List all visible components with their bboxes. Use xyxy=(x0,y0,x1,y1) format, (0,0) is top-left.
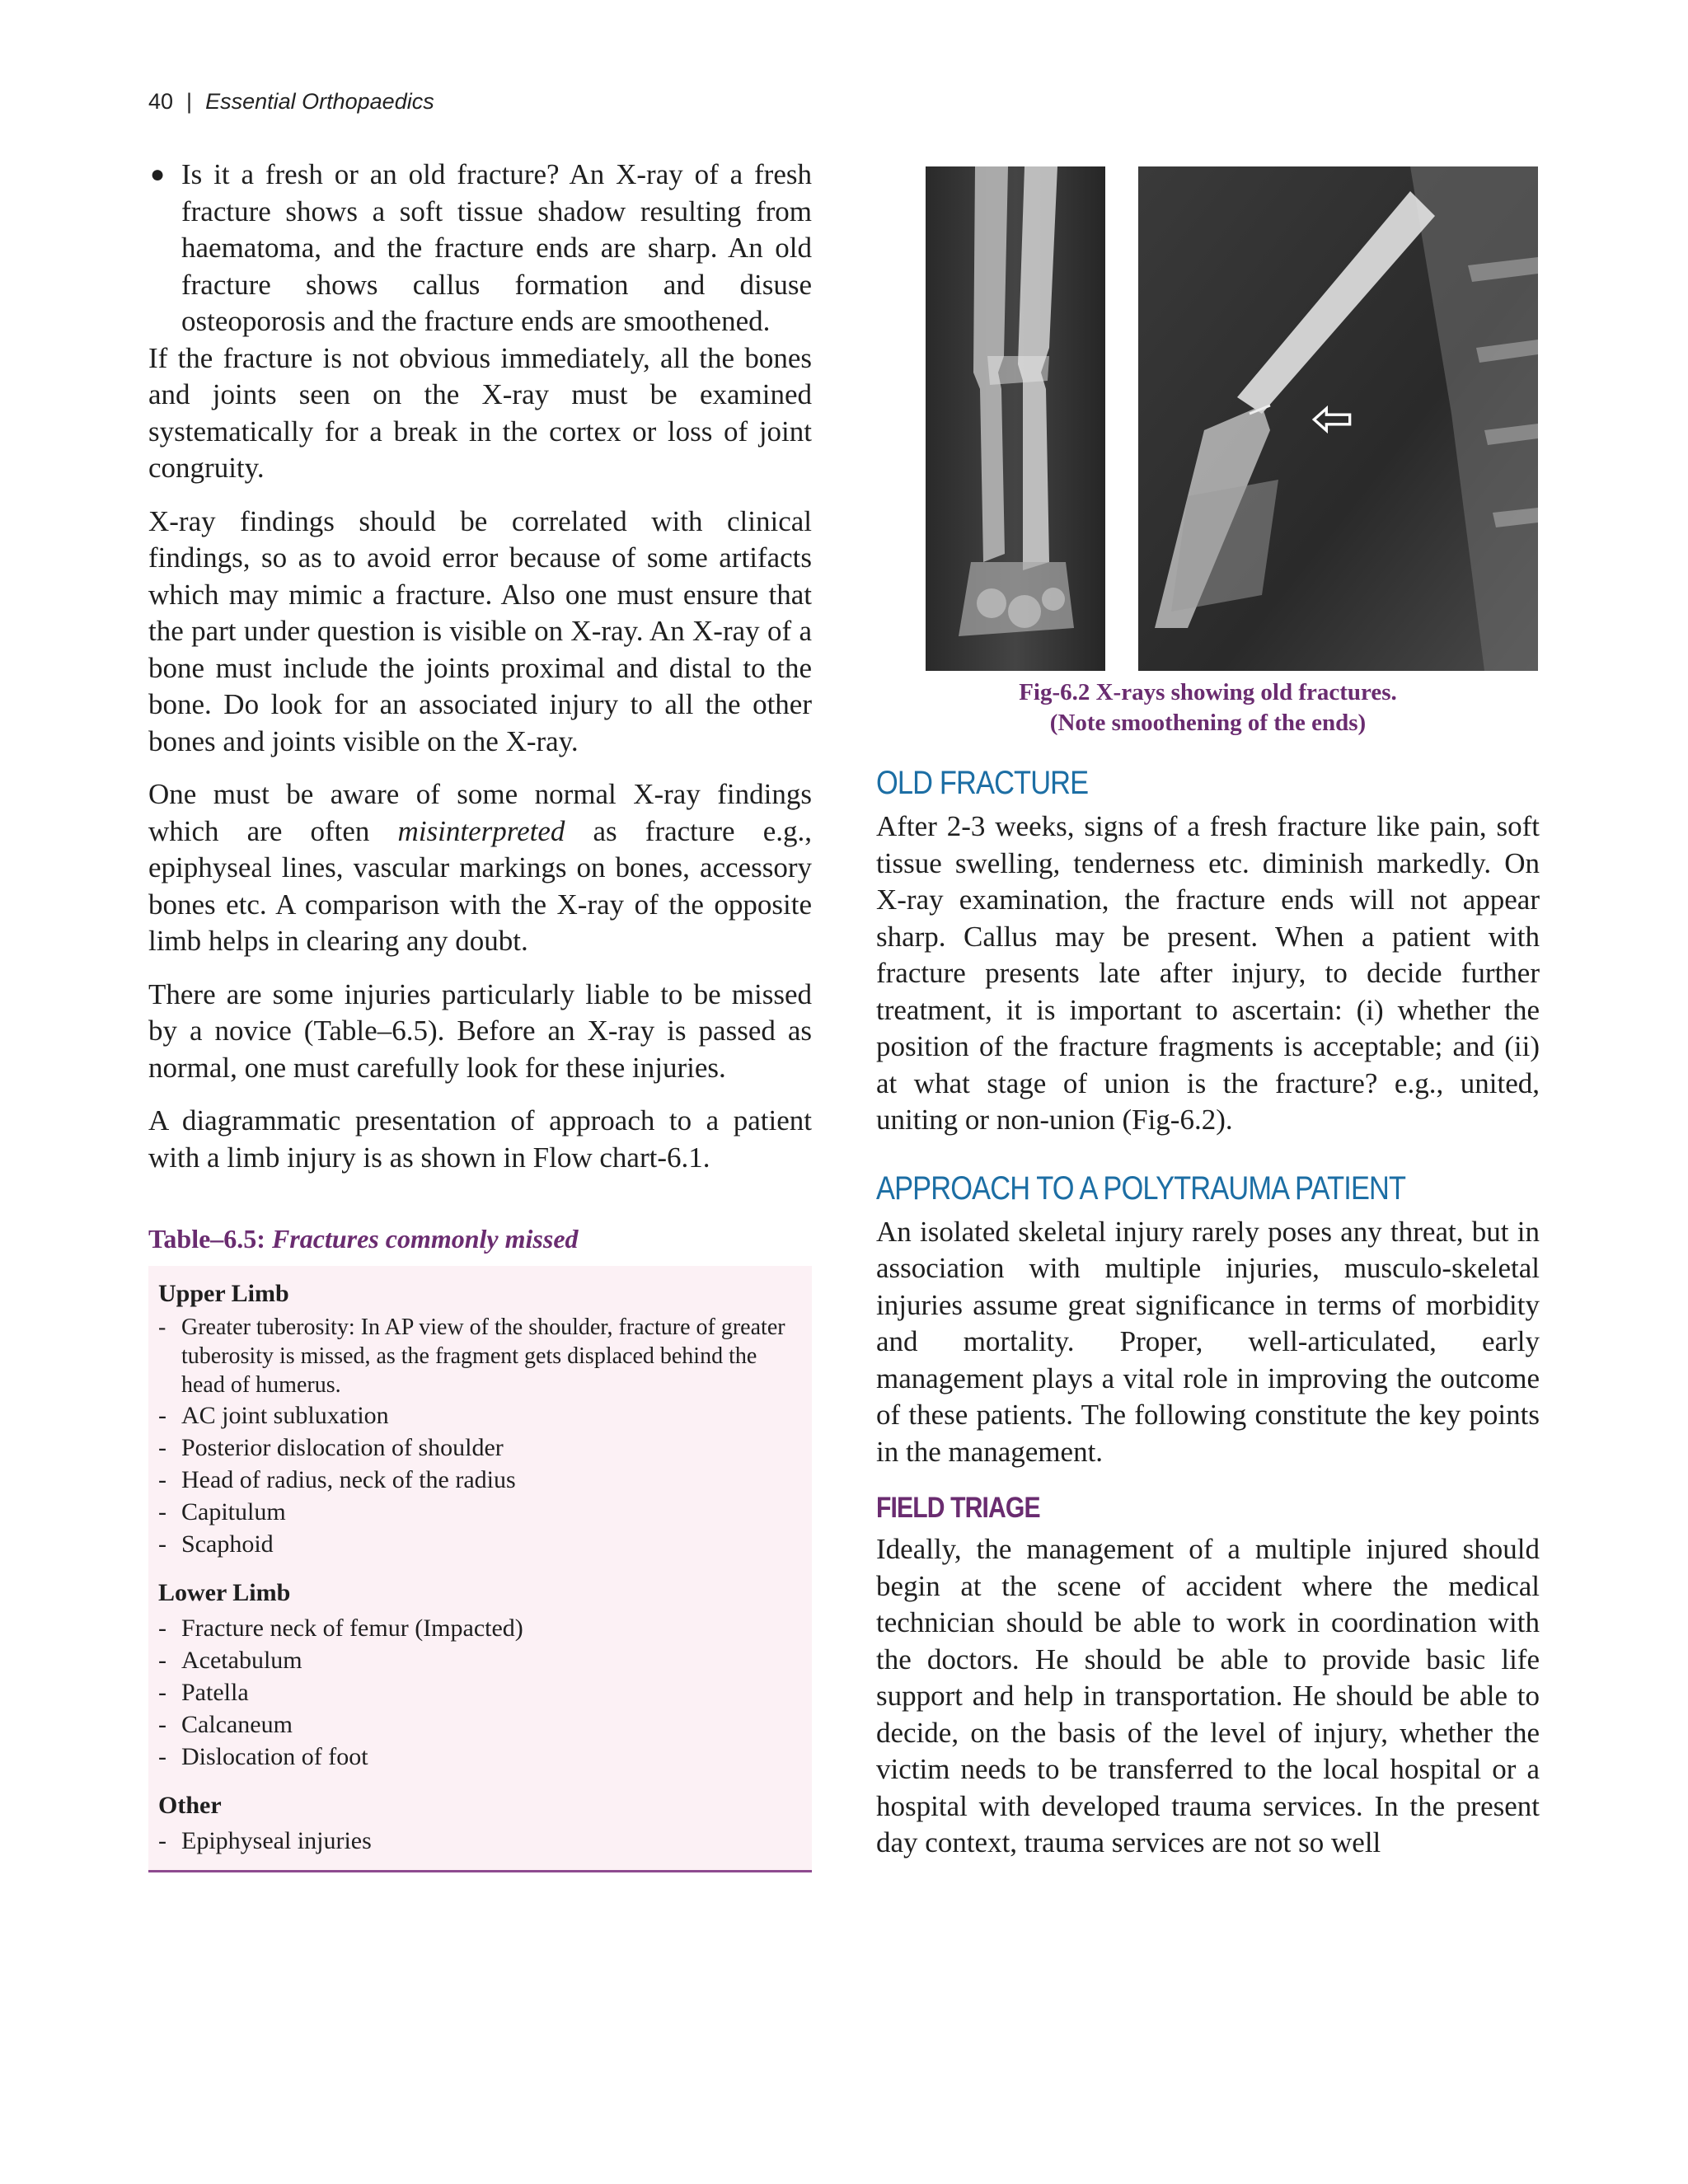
list-item: - AC joint subluxation xyxy=(158,1402,389,1429)
table-caption xyxy=(148,1224,812,1254)
outline-arrow-left-icon xyxy=(1311,405,1353,434)
book-title: Essential Orthopaedics xyxy=(205,89,434,114)
list-item: - Patella xyxy=(158,1679,249,1706)
list-item: - Head of radius, neck of the radius xyxy=(158,1466,516,1493)
list-item: - Calcaneum xyxy=(158,1711,293,1738)
p3-start: One must be aware of some normal X-ray findings which are often xyxy=(148,778,812,847)
right-column xyxy=(876,157,1540,1878)
bullet-paragraph xyxy=(148,157,812,340)
list-item: - Greater tuberosity: In AP view of the shoulder, fracture of greater tuberosity is missed, as the fragment gets displaced behind the head of humerus. xyxy=(158,1315,785,1398)
paragraph-polytrauma: An isolated skeletal injury rarely poses any threat, but in association with multiple injuries, musculo-skeletal injuries assume great significance in terms of morbidity and mortality. Proper, well-articulated, early management plays a vital role in improving the outcome of these patients. The following constitute the key points in the management. xyxy=(876,1215,1540,1468)
page-number: 40 xyxy=(148,89,174,114)
group-title-lower: Lower Limb xyxy=(158,1579,291,1606)
other-list xyxy=(158,1825,802,1857)
list-item: - Dislocation of foot xyxy=(158,1743,368,1770)
heading-field-triage: FIELD TRIAGE xyxy=(876,1492,1040,1524)
list-item: - Posterior dislocation of shoulder xyxy=(158,1434,504,1461)
paragraph-flowchart: A diagrammatic presentation of approach to a patient with a limb injury is as shown in Flow chart-6.1. xyxy=(148,1104,812,1174)
table-title: Fractures commonly missed xyxy=(271,1224,579,1254)
paragraph-field-triage: Ideally, the management of a multiple injured should begin at the scene of accident where the medical technician should be able to work in coordination with the doctors. He should be able to provide basic life support and help in transportation. He should be able to decide, on the basis of the level of injury, whether the victim needs to be transferred to the local hospital or a hospital with developed trauma services. In the present day context, trauma services are not so well xyxy=(876,1533,1540,1858)
p3-end: as fracture e.g., epiphyseal lines, vascular markings on bones, accessory bones etc. A comparison with the X-ray of the opposite limb helps in clearing any doubt. xyxy=(148,814,812,957)
group-title-other: Other xyxy=(158,1792,222,1819)
header-separator: | xyxy=(186,89,193,114)
paragraph-missed: There are some injuries particularly liable to be missed by a novice (Table–6.5). Before an X-ray is passed as normal, one must carefully look for these injuries. xyxy=(148,977,812,1084)
bullet-text: Is it a fresh or an old fracture? An X-ray of a fresh fracture shows a soft tissue shadow resulting from haematoma, and the fracture ends are sharp. An old fracture shows callus formation and disuse osteoporosis and the fracture ends are smoothened. xyxy=(181,158,812,337)
list-item: - Scaphoid xyxy=(158,1530,274,1558)
figure-6-2 xyxy=(876,157,1540,736)
list-item: - Fracture neck of femur (Impacted) xyxy=(158,1615,523,1642)
left-column xyxy=(148,157,812,1872)
xray-forearm-image xyxy=(926,166,1105,671)
figure-caption xyxy=(876,677,1540,738)
table-box xyxy=(148,1266,812,1872)
heading-polytrauma: APPROACH TO A POLYTRAUMA PATIENT xyxy=(876,1169,1406,1207)
heading-old-fracture: OLD FRACTURE xyxy=(876,765,1089,801)
list-item: - Acetabulum xyxy=(158,1647,302,1674)
upper-limb-list xyxy=(158,1313,802,1560)
p3-italic: misinterpreted xyxy=(397,814,565,847)
paragraph-obvious: If the fracture is not obvious immediately, all the bones and joints seen on the X-ray must be examined systematically for a break in the cortex or loss of joint congruity. xyxy=(148,341,812,484)
figure-caption-line1: Fig-6.2 X-rays showing old fractures. xyxy=(1019,679,1397,705)
xray-humerus-image xyxy=(1138,166,1538,671)
list-item: - Epiphyseal injuries xyxy=(158,1827,372,1854)
paragraph-correlate: X-ray findings should be correlated with clinical findings, so as to avoid error because of some artifacts which may mimic a fracture. Also one must ensure that the part under question is visible on X-ray. An X-ray of a bone must include the joints proximal and distal to the bone. Do look for an associated injury to all the other bones and joints visible on the X-ray. xyxy=(148,504,812,757)
lower-limb-list xyxy=(158,1612,802,1773)
paragraph-normal-findings xyxy=(148,776,812,960)
group-title-upper: Upper Limb xyxy=(158,1280,289,1307)
figure-caption-line2: (Note smoothening of the ends) xyxy=(1049,710,1367,736)
list-item: - Capitulum xyxy=(158,1498,286,1526)
table-label: Table–6.5: xyxy=(148,1224,265,1254)
bullet-dot-icon: ● xyxy=(150,161,166,188)
paragraph-old-fracture: After 2-3 weeks, signs of a fresh fracture like pain, soft tissue swelling, tenderness etc. diminish markedly. On X-ray examination, the fracture ends will not appear sharp. Callus may be present. When a patient with fracture presents late after injury, to decide further treatment, it is important to ascertain: (i) whether the position of the fracture fragments is acceptable; and (ii) at what stage of union is the fracture? e.g., united, uniting or non-union (Fig-6.2). xyxy=(876,810,1540,1136)
running-head xyxy=(148,89,434,115)
